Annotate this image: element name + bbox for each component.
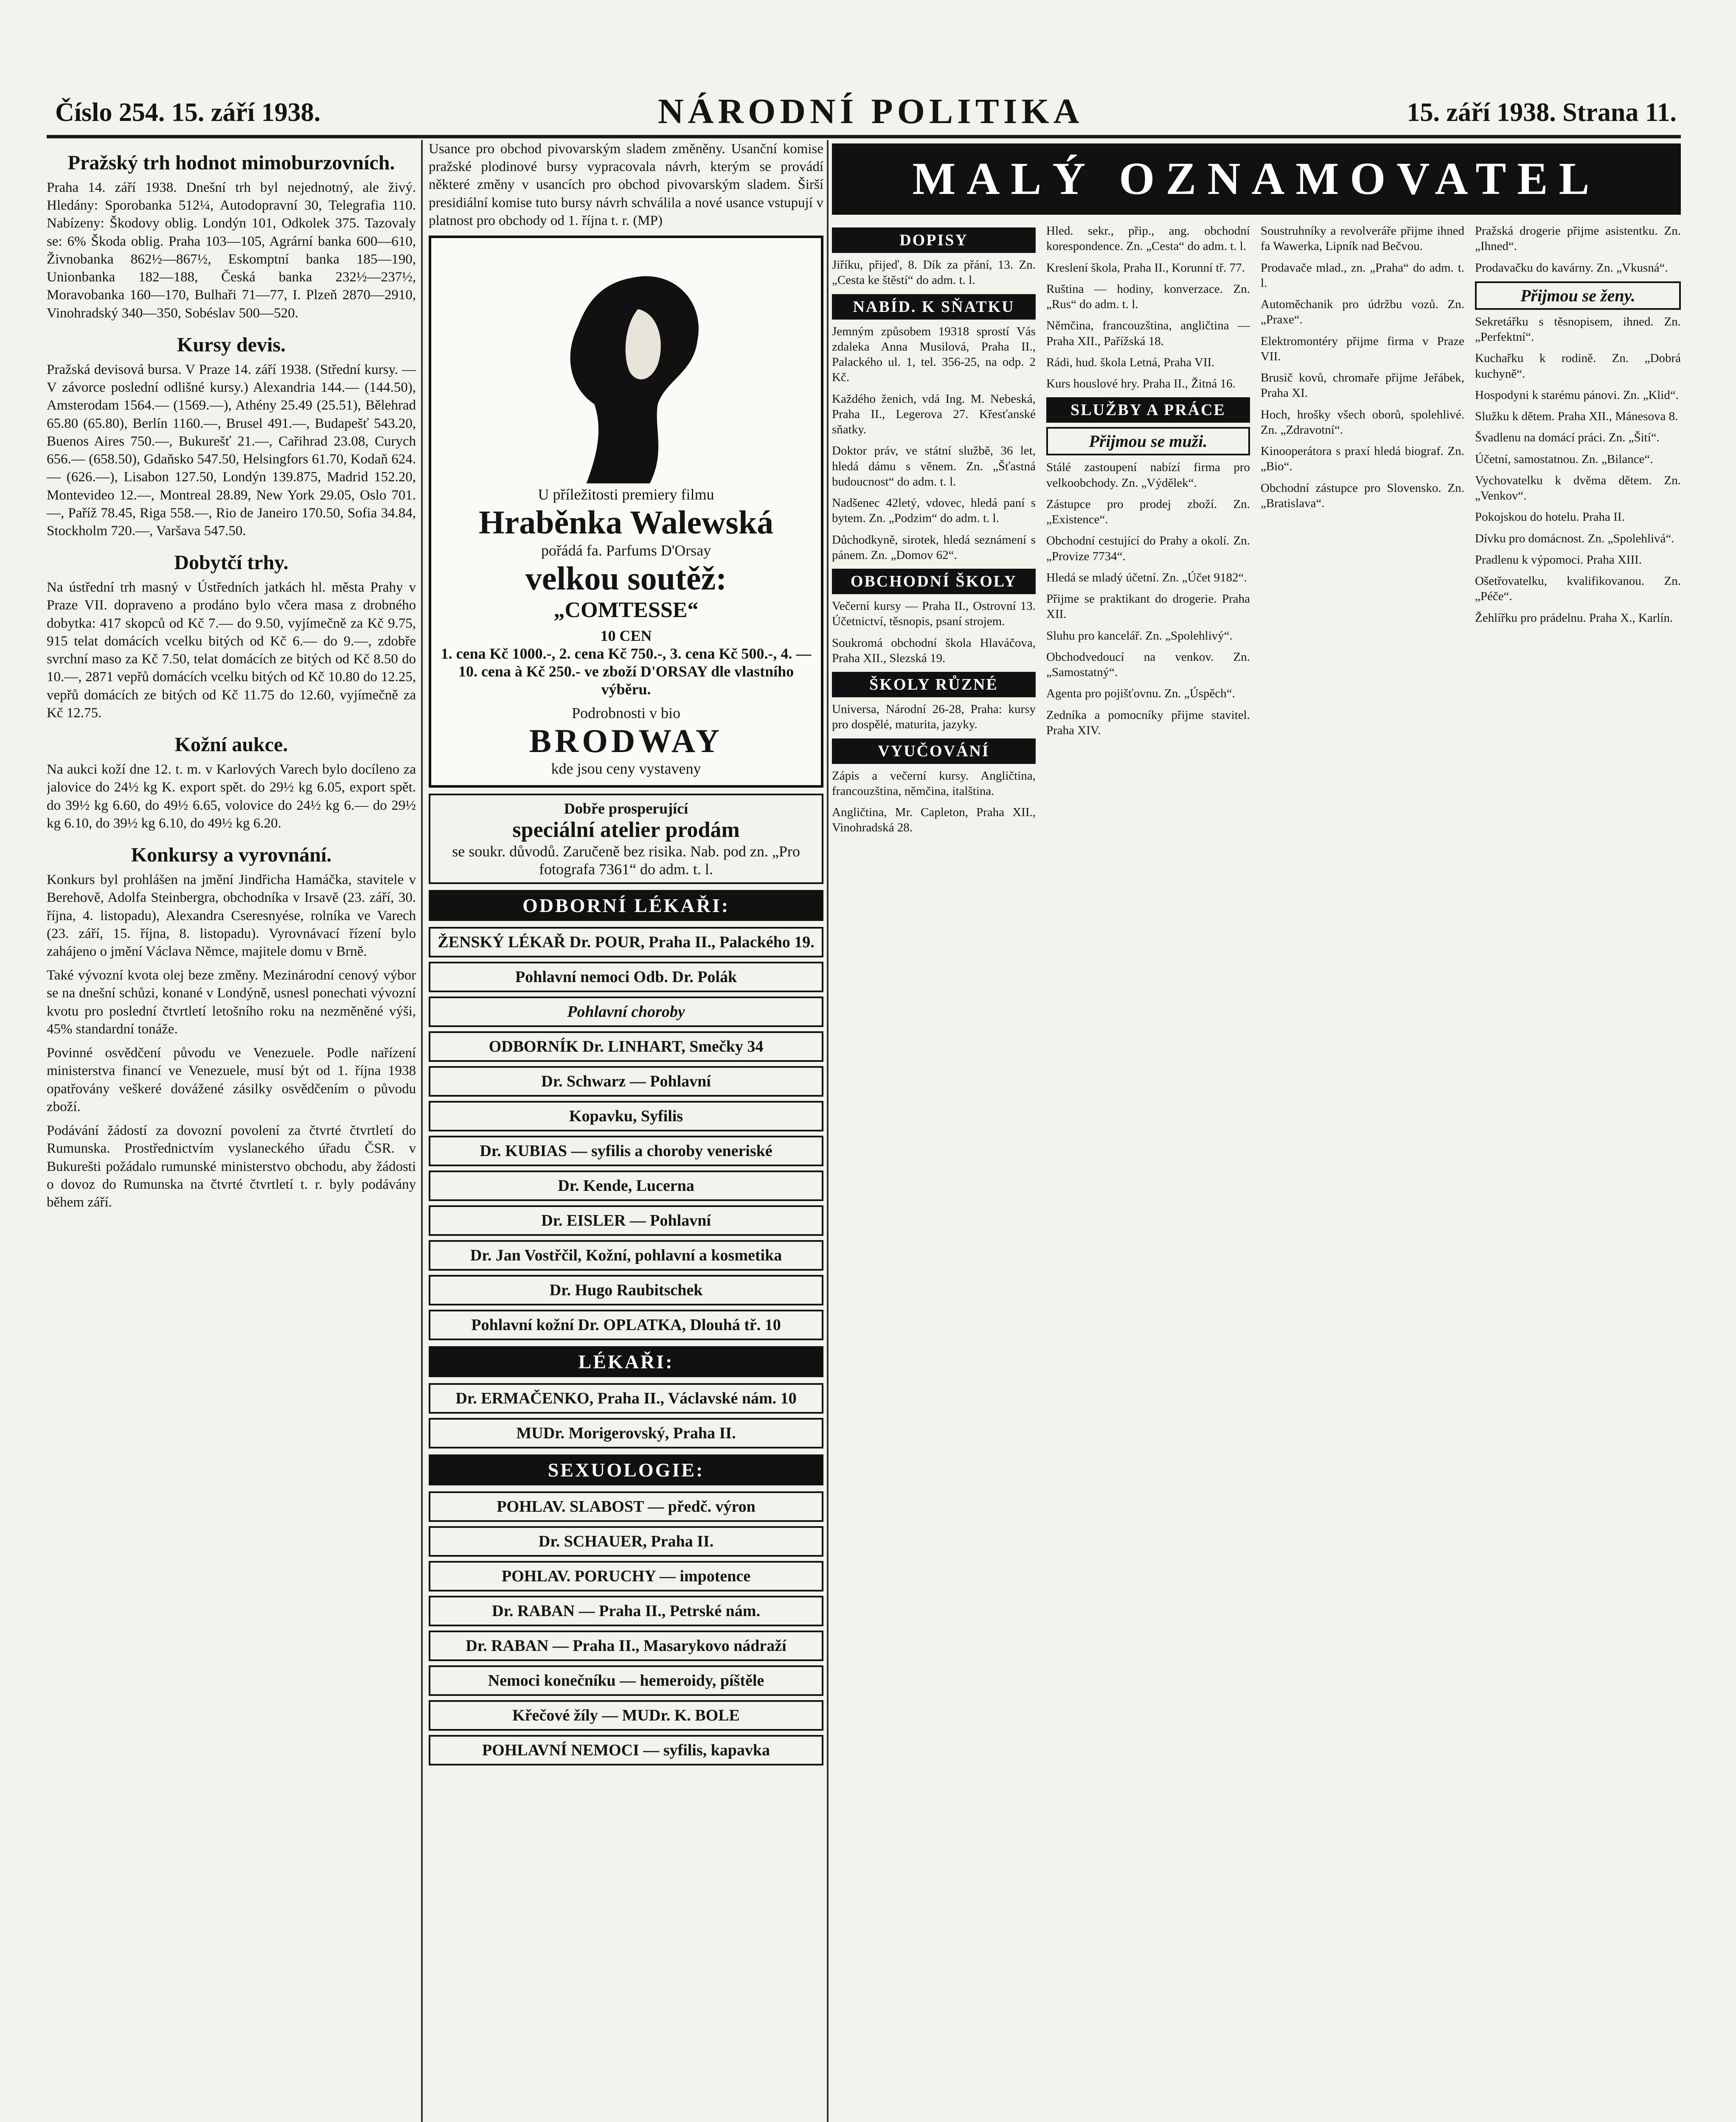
classified-item: Účetní, samostatnou. Zn. „Bilance“. [1475, 452, 1653, 466]
classified-item: Zedníka a pomocníky přijme stavitel. Praha XIV. [1046, 708, 1250, 737]
film-title: Hraběnka Walewská [478, 504, 774, 541]
ad-atelier-title: speciální atelier prodám [512, 818, 740, 842]
classified-item: Kurs houslové hry. Praha II., Žitná 16. [1046, 377, 1236, 390]
classified-item: Obchodní cestující do Prahy a okolí. Zn. „Provize 7734“. [1046, 534, 1250, 563]
classified-item: Prodavače mlad., zn. „Praha“ do adm. t. l. [1261, 261, 1464, 290]
classified-item: Ošetřovatelku, kvalifikovanou. Zn. „Péče“. [1475, 574, 1681, 603]
cinema-name: BRODWAY [529, 722, 723, 759]
article-trh-hodnot: Praha 14. září 1938. Dnešní trh byl nejednotný, ale živý. Hledány: Sporobanka 512¼, Autodopravní 30, Telegrafia 110. Nabízeny: Škodovy oblig. Londýn 101, Odkolek 375. Tazovaly se: 6% Škoda oblig. Praha 103—105, Agrární banka 600—610, Živnobanka 862½—867½, Eskomptní banka 185—190, Unionbanka 182—188, Česká banka 232½—237½, Moravobanka 160—170, Bulhaři 71—77, I. Plzeň 2870—2910, Vinohradský 340—350, Sobéslav 500—520. [47, 180, 416, 321]
section-skoly-ruzne: ŠKOLY RŮZNÉ [832, 672, 1036, 697]
classified-item: Žehlířku pro prádelnu. Praha X., Karlín. [1475, 611, 1673, 625]
section-dopisy: DOPISY [832, 227, 1036, 253]
article-rumunsko: Podávání žádostí za dovozní povolení za čtvrté čtvrtletí do Rumunska. Prostřednictvím vyslaneckého úřadu ČSR. v Bukurešti požádalo rumunské ministerstvo obchodu, aby žádosti o dovoz do Rumunska na čtvrté čtvrtletí t. r. byly podávány během září. [47, 1123, 416, 1210]
ad-linhart: ODBORNÍK Dr. LINHART, Smečky 34 [429, 1031, 823, 1062]
classified-item: Švadlenu na domácí práci. Zn. „Šití“. [1475, 431, 1660, 445]
page-header [47, 89, 1681, 136]
classified-item: Elektromontéry přijme firma v Praze VII. [1261, 334, 1464, 363]
prizes-list: 1. cena Kč 1000.-, 2. cena Kč 750.-, 3. cena Kč 500.-, 4. — 10. cena à Kč 250.- ve zboží D'ORSAY dle vlastního výběru. [441, 645, 812, 698]
classified-item: Hospodyni k starému pánovi. Zn. „Klid“. [1475, 388, 1679, 402]
classified-item: Každého ženich, vdá Ing. M. Nebeská, Praha II., Legerova 27. Křesťanské sňatky. [832, 392, 1036, 436]
classified-item: Pradlenu k výpomoci. Praha XIII. [1475, 553, 1642, 567]
classified-item: Angličtina, Mr. Capleton, Praha XII., Vinohradská 28. [832, 806, 1036, 835]
classified-item: Soukromá obchodní škola Hlaváčova, Praha XII., Slezská 19. [832, 636, 1036, 665]
classified-item: Sluhu pro kancelář. Zn. „Spolehlivý“. [1046, 629, 1233, 643]
classified-item: Obchodní zástupce pro Slovensko. Zn. „Bratislava“. [1261, 481, 1464, 510]
classified-item: Vychovatelku k dvěma dětem. Zn. „Venkov“. [1475, 473, 1681, 502]
ad-slabost: POHLAV. SLABOST — předč. výron [429, 1491, 823, 1522]
ad-pour: ŽENSKÝ LÉKAŘ Dr. POUR, Praha II., Palackého 19. [429, 927, 823, 957]
column-ads [429, 140, 823, 2122]
classified-column-1 [832, 223, 1036, 2122]
heading-dobytci-trhy: Dobytčí trhy. [174, 551, 289, 574]
classified-column-4 [1475, 223, 1681, 2122]
portrait-illustration [439, 246, 813, 483]
ad-kubias: Dr. KUBIAS — syfilis a choroby veneriské [429, 1136, 823, 1166]
issue-number: Číslo 254. 15. září 1938. [55, 98, 321, 127]
ad-ermacenko: Dr. ERMAČENKO, Praha II., Václavské nám. 10 [429, 1383, 823, 1414]
ad-poruchy: POHLAV. PORUCHY — impotence [429, 1561, 823, 1592]
classified-item: Nadšenec 42letý, vdovec, hledá paní s bytem. Zn. „Podzim“ do adm. t. l. [832, 496, 1036, 525]
column-divider [421, 140, 423, 2122]
section-vyucovani: VYUČOVÁNÍ [832, 738, 1036, 764]
section-sluzby-prace: SLUŽBY A PRÁCE [1046, 397, 1250, 423]
heading-trh-hodnot: Pražský trh hodnot mimoburzovních. [67, 152, 395, 174]
ad-raubitschek: Dr. Hugo Raubitschek [429, 1275, 823, 1305]
article-usance-pivo: Usance pro obchod pivovarským sladem změněny. Usanční komise pražské plodinové bursy vypracovala návrh, kterým se provádí některé změny v usancích pro obchod pivovarským sladem. Širší presidiální komise tuto bursy návrh schválila a nové usance vstupují v platnost pro obchody od 1. října t. r. (MP) [429, 141, 823, 228]
page-number: 15. září 1938. Strana 11. [1407, 98, 1677, 127]
heading-kursy-devis: Kursy devis. [177, 333, 286, 356]
column-financial [47, 140, 416, 2122]
article-dobytci-trhy: Na ústřední trh masný v Ústředních jatkách hl. města Prahy v Praze VII. dopraveno a prodáno bylo včera masa z drobného dobytka: 417 skopců od Kč 7.— do 9.50, vyjímečně za Kč 9.75, 915 telat domácích vcelku bitých od Kč 6.— do 9.—, zdobře svrchní maso za Kč 7.50, telat domácích ze bitých od Kč 8.50 do 10.—, 2871 vepřů domácích vcelku bitých od Kč 10.80 do 12.25, vepřů domácích ze bitých od Kč 11.75 do 12.60, vyjímečně za Kč 12.75. [47, 580, 416, 721]
section-obchodni-skoly: OBCHODNÍ ŠKOLY [832, 569, 1036, 594]
ad-polak: Pohlavní nemoci Odb. Dr. Polák [429, 962, 823, 992]
classified-item: Zápis a večerní kursy. Angličtina, francouzština, němčina, italština. [832, 769, 1036, 798]
classified-item: Dívku pro domácnost. Zn. „Spolehlivá“. [1475, 531, 1674, 545]
classified-column-2 [1046, 223, 1250, 2122]
column-divider [827, 140, 829, 2122]
ad-schauer: Dr. SCHAUER, Praha II. [429, 1526, 823, 1557]
classified-item: Zástupce pro prodej zboží. Zn. „Existence“. [1046, 497, 1250, 526]
prizes-location: kde jsou ceny vystaveny [551, 760, 701, 778]
ad-kende: Dr. Kende, Lucerna [429, 1170, 823, 1201]
classified-item: Prodavačku do kavárny. Zn. „Vkusná“. [1475, 261, 1668, 275]
article-konkursy: Konkurs byl prohlášen na jmění Jindřicha Hamáčka, stavitele v Berehově, Adolfa Steinbergra, obchodníka v Irsavě (23. září, 30. října, 4. listopadu), Alexandra Cseresnyése, rolníka ve Varech (23. září, 15. října, 8. listopadu). Vyrovnávací řízení bylo zahájeno o jmění Václava Němce, majitele domu v Brně. [47, 872, 416, 959]
classified-item: Jiříku, přijeď, 8. Dík za přání, 13. Zn. „Cesta ke štěstí“ do adm. t. l. [832, 258, 1036, 287]
classified-item: Sekretářku s těsnopisem, ihned. Zn. „Perfektní“. [1475, 314, 1681, 344]
contest-name: „COMTESSE“ [553, 598, 699, 622]
classified-item: Důchodkyně, sirotek, hledá seznámení s pánem. Zn. „Domov 62“. [832, 533, 1036, 562]
classified-subcolumns [832, 223, 1681, 2122]
classified-item: Jemným způsobem 19318 sprostí Vás zdaleka Anna Musilová, Praha II., Palackého ul. 1, tel. 356-25, na odp. 2 Kč. [832, 324, 1036, 385]
header-rule [47, 135, 1681, 138]
film-contest-ad [429, 236, 823, 788]
newspaper-title: NÁRODNÍ POLITIKA [658, 92, 1084, 131]
classified-item: Automěchanik pro údržbu vozů. Zn. „Praxe“. [1261, 298, 1464, 327]
classified-item: Rádi, hud. škola Letná, Praha VII. [1046, 355, 1215, 369]
classified-item: Kinooperátora s praxí hledá biograf. Zn. „Bio“. [1261, 444, 1464, 474]
article-venezuela: Povinné osvědčení původu ve Venezuele. Podle nařízení ministerstva financí ve Venezuele, musí být od 1. října 1938 opatřovány veškeré dovážené zásilky osvědčením o původu zboží. [47, 1045, 416, 1114]
column-classifieds [832, 140, 1681, 2122]
classified-item: Hled. sekr., přip., ang. obchodní korespondence. Zn. „Cesta“ do adm. t. l. [1046, 224, 1250, 253]
classified-column-3 [1261, 223, 1464, 2122]
ad-kretove: Křečové žíly — MUDr. K. BOLE [429, 1700, 823, 1731]
classified-item: Brusič kovů, chromaře přijme Jeřábek, Praha XI. [1261, 371, 1464, 400]
classifieds-masthead: MALÝ OZNAMOVATEL [832, 143, 1681, 215]
ad-kopavku: Kopavku, Syfilis [429, 1101, 823, 1131]
classified-item: Agenta pro pojišťovnu. Zn. „Úspěch“. [1046, 687, 1235, 701]
prizes-heading: 10 CEN [600, 627, 652, 644]
section-prijmou-muzi: Přijmou se muži. [1046, 427, 1250, 455]
ad-raban-2: Dr. RABAN — Praha II., Masarykovo nádraží [429, 1631, 823, 1661]
classified-item: Služku k dětem. Praha XII., Mánesova 8. [1475, 410, 1678, 423]
details-label: Podrobnosti v bio [571, 704, 681, 721]
article-kozni-aukce: Na aukci koží dne 12. t. m. v Karlových Varech bylo docíleno za jalovice do 24½ kg K. export spět. do 29½ kg 6.05, export spět. do 39½ kg 6.60, do 49½ 6.65, volovice do 24½ kg 6.— do 29½ kg 6.10, do 39½ kg 6.10, do 49½ kg 6.20. [47, 762, 416, 831]
classified-item: Hledá se mladý účetní. Zn. „Účet 9182“. [1046, 570, 1247, 584]
article-kvota: Také vývozní kvota olej beze změny. Mezinárodní cenový výbor se na dnešní schůzi, konané v Londýně, usnesl ponechati vývozní kvotu pro poslední čtvrtletí letošního roku na nezměněné výši, 45% standardní tonáže. [47, 968, 416, 1037]
film-occasion: U příležitosti premiery filmu [538, 486, 714, 503]
ad-vostricil: Dr. Jan Vostřčil, Kožní, pohlavní a kosmetika [429, 1240, 823, 1271]
classified-item: Stálé zastoupení nabízí firma pro velkoobchody. Zn. „Výdělek“. [1046, 460, 1250, 490]
ad-atelier [429, 794, 823, 884]
classified-item: Soustruhníky a revolveráře přijme ihned fa Wawerka, Lipník nad Bečvou. [1261, 224, 1464, 253]
heading-konkursy: Konkursy a vyrovnání. [131, 844, 332, 867]
ad-nemoci: POHLAVNÍ NEMOCI — syfilis, kapavka [429, 1735, 823, 1766]
classified-item: Kreslení škola, Praha II., Korunní tř. 77. [1046, 261, 1245, 275]
classified-item: Kuchařku k rodině. Zn. „Dobrá kuchyně“. [1475, 351, 1681, 381]
classified-item: Přijme se praktikant do drogerie. Praha XII. [1046, 592, 1250, 621]
section-lekari: LÉKAŘI: [429, 1346, 823, 1377]
classified-item: Universa, Národní 26-28, Praha: kursy pro dospělé, maturita, jazyky. [832, 702, 1036, 732]
classified-item: Němčina, francouzština, angličtina — Praha XII., Pařížská 18. [1046, 319, 1250, 348]
classified-item: Večerní kursy — Praha II., Ostrovní 13. Účetnictví, těsnopis, psaní strojem. [832, 599, 1036, 629]
contest-label: velkou soutěž: [525, 559, 727, 597]
ad-raban-1: Dr. RABAN — Praha II., Petrské nám. [429, 1596, 823, 1626]
section-nabidky-snatku: NABÍD. K SŇATKU [832, 294, 1036, 320]
ad-konecniku: Nemoci konečníku — hemeroidy, píštěle [429, 1665, 823, 1696]
ad-morigerovsky: MUDr. Morigerovský, Praha II. [429, 1418, 823, 1448]
article-kursy-devis: Pražská devisová bursa. V Praze 14. září 1938. (Střední kursy. — V závorce poslední odlišné kursy.) Alexandria 144.— (144.50), Amsterodam 1564.— (1569.—), Athény 25.49 (25.51), Bělehrad 65.80 (65.80), Berlín 1160.—, Brusel 491.—, Budapešť 543.20, Buenos Aires 750.—, Bukurešť 21.—, Cařihrad 23.08, Curych 656.— (658.50), Gdaňsko 547.50, Helsingfors 61.70, Kodaň 624.— (626.—), Lisabon 127.50, Londýn 139.875, Madrid 152.20, Montevideo 12.—, Montreal 28.89, New York 29.05, Oslo 701.—, Paříž 78.45, Riga 558.—, Rio de Janeiro 170.50, Sofia 34.84, Stockholm 720.—, Varšava 547.50. [47, 362, 416, 539]
classified-item: Pokojskou do hotelu. Praha II. [1475, 510, 1625, 524]
classified-item: Hoch, hrošky všech oborů, spolehlivé. Zn. „Zdravotní“. [1261, 407, 1464, 437]
heading-kozni-aukce: Kožní aukce. [174, 733, 288, 756]
classified-item: Obchodvedoucí na venkov. Zn. „Samostatný“. [1046, 650, 1250, 679]
ad-atelier-head: Dobře prosperující [564, 800, 688, 817]
classified-item: Doktor práv, ve státní službě, 36 let, hledá dámu s věnem. Zn. „Šťastná budoucnost“ do adm. t. l. [832, 444, 1036, 488]
section-odborni-lekari: ODBORNÍ LÉKAŘI: [429, 890, 823, 921]
ad-eisler: Dr. EISLER — Pohlavní [429, 1205, 823, 1236]
classified-item: Ruština — hodiny, konverzace. Zn. „Rus“ do adm. t. l. [1046, 282, 1250, 311]
section-prijmou-zeny: Přijmou se ženy. [1475, 281, 1681, 310]
ad-oplatka: Pohlavní kožní Dr. OPLATKA, Dlouhá tř. 10 [429, 1310, 823, 1340]
ad-schwarz: Dr. Schwarz — Pohlavní [429, 1066, 823, 1097]
ad-choroby: Pohlavní choroby [429, 996, 823, 1027]
film-sponsor: pořádá fa. Parfums D'Orsay [541, 542, 711, 559]
section-sexuologie: SEXUOLOGIE: [429, 1454, 823, 1485]
ad-atelier-sub: se soukr. důvodů. Zaručeně bez risika. Nab. pod zn. „Pro fotografa 7361“ do adm. t. l. [452, 843, 800, 878]
classified-item: Pražská drogerie přijme asistentku. Zn. „Ihned“. [1475, 224, 1681, 253]
